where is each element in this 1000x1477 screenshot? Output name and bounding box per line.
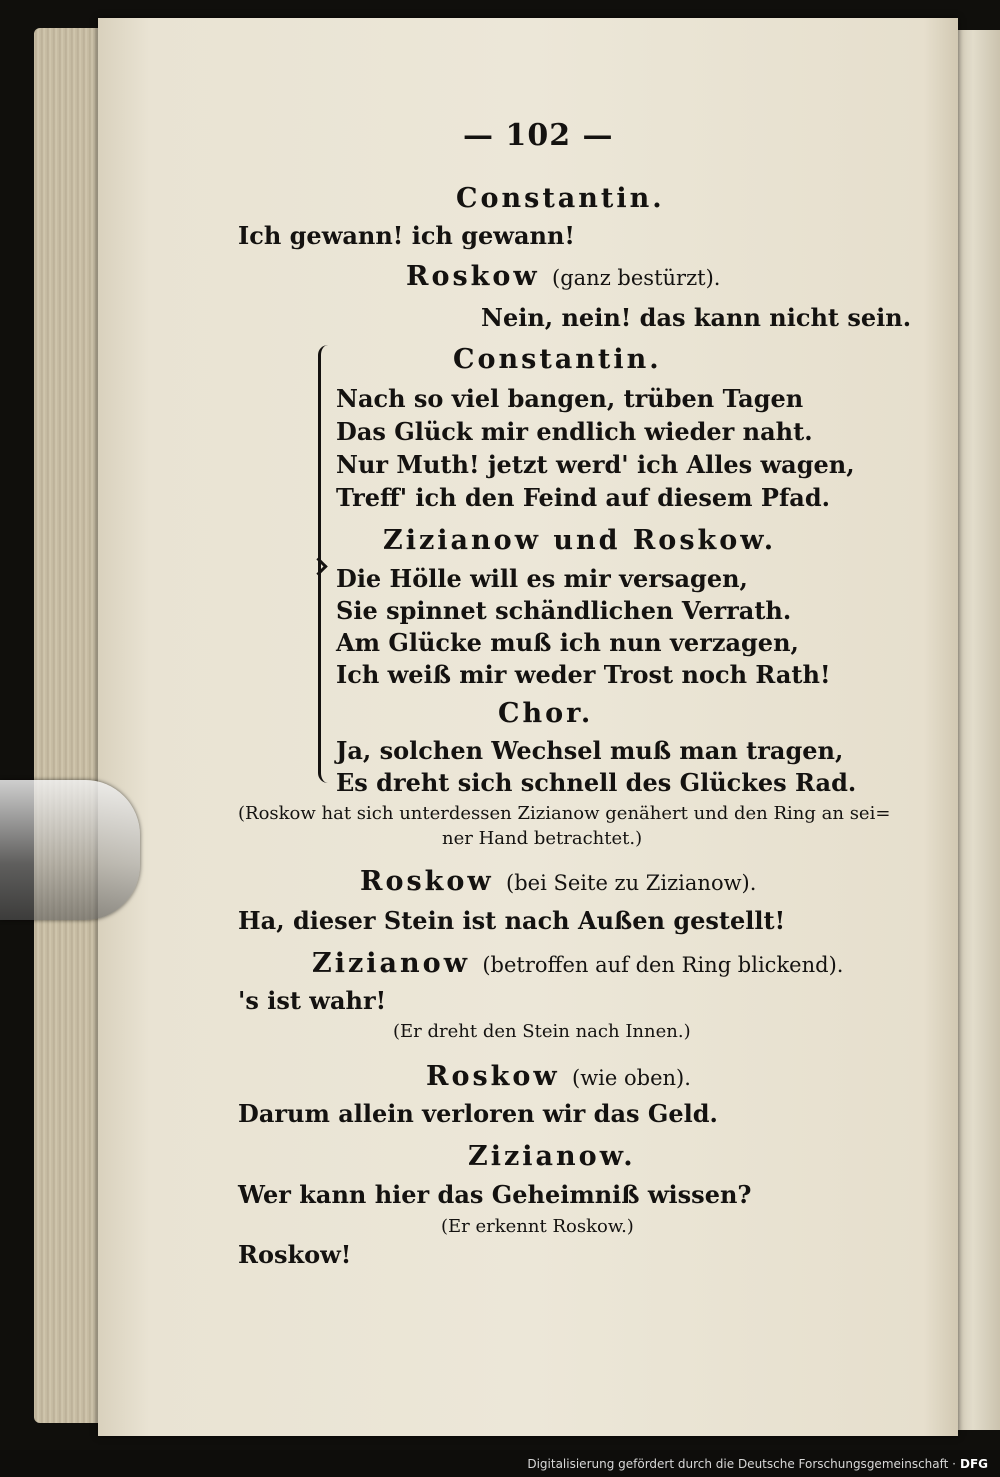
page-number: — 102 — <box>463 118 614 153</box>
verse-line: Ich weiß mir weder Trost noch Rath! <box>336 660 831 689</box>
verse-line: Wer kann hier das Geheimniß wissen? <box>238 1180 752 1209</box>
page-stack-left <box>34 28 104 1423</box>
verse-line: Es dreht sich schnell des Glückes Rad. <box>336 768 857 797</box>
verse-line: Nein, nein! das kann nicht sein. <box>481 303 912 332</box>
speaker-heading <box>426 1061 691 1092</box>
verse-line: Nur Muth! jetzt werd' ich Alles wagen, <box>336 450 855 479</box>
verse-line: Ja, solchen Wechsel muß man tragen, <box>336 736 844 765</box>
speaker-heading <box>360 866 756 897</box>
verse-line: Die Hölle will es mir versagen, <box>336 564 748 593</box>
verse-line: Darum allein verloren wir das Geld. <box>238 1099 718 1128</box>
speaker-heading: Constantin. <box>456 183 665 214</box>
credit-text: Digitalisierung gefördert durch die Deutsche Forschungsgemeinschaft · <box>527 1457 956 1471</box>
speaker-heading: Zizianow. <box>468 1141 636 1172</box>
verse-line: 's ist wahr! <box>238 986 387 1015</box>
stage-direction: (Er erkennt Roskow.) <box>441 1216 634 1237</box>
stage-direction: (Roskow hat sich unterdessen Zizianow genähert und den Ring an sei= <box>238 803 891 824</box>
verse-line: Ich gewann! ich gewann! <box>238 221 575 250</box>
book-page <box>98 18 958 1436</box>
speaker-heading: Zizianow und Roskow. <box>383 525 777 556</box>
speaker-name: Zizianow <box>312 948 470 979</box>
speaker-heading <box>312 948 843 979</box>
stage-direction: (bei Seite zu Zizianow). <box>506 871 757 895</box>
stage-direction: (wie oben). <box>572 1066 691 1090</box>
speaker-name: Roskow <box>426 1061 560 1092</box>
page-clip <box>0 780 140 920</box>
stage-direction: (ganz bestürzt). <box>552 266 721 290</box>
verse-line: Am Glücke muß ich nun verzagen, <box>336 628 799 657</box>
verse-line: Nach so viel bangen, trüben Tagen <box>336 384 804 413</box>
verse-line: Treff' ich den Feind auf diesem Pfad. <box>336 483 830 512</box>
stage-direction: (Er dreht den Stein nach Innen.) <box>393 1021 691 1042</box>
speaker-heading: Chor. <box>498 698 594 729</box>
digitization-credit <box>527 1457 988 1471</box>
speaker-name: Roskow <box>406 261 540 292</box>
facing-page-edge <box>955 30 1000 1430</box>
verse-line: Ha, dieser Stein ist nach Außen gestellt! <box>238 906 786 935</box>
verse-line: Das Glück mir endlich wieder naht. <box>336 417 813 446</box>
speaker-heading <box>406 261 720 292</box>
verse-line: Sie spinnet schändlichen Verrath. <box>336 596 792 625</box>
speaker-name: Roskow <box>360 866 494 897</box>
verse-line: Roskow! <box>238 1240 352 1269</box>
speaker-heading: Constantin. <box>453 344 662 375</box>
stage-direction: ner Hand betrachtet.) <box>442 828 643 849</box>
stage-direction: (betroffen auf den Ring blickend). <box>482 953 844 977</box>
dfg-logo: DFG <box>959 1457 988 1471</box>
